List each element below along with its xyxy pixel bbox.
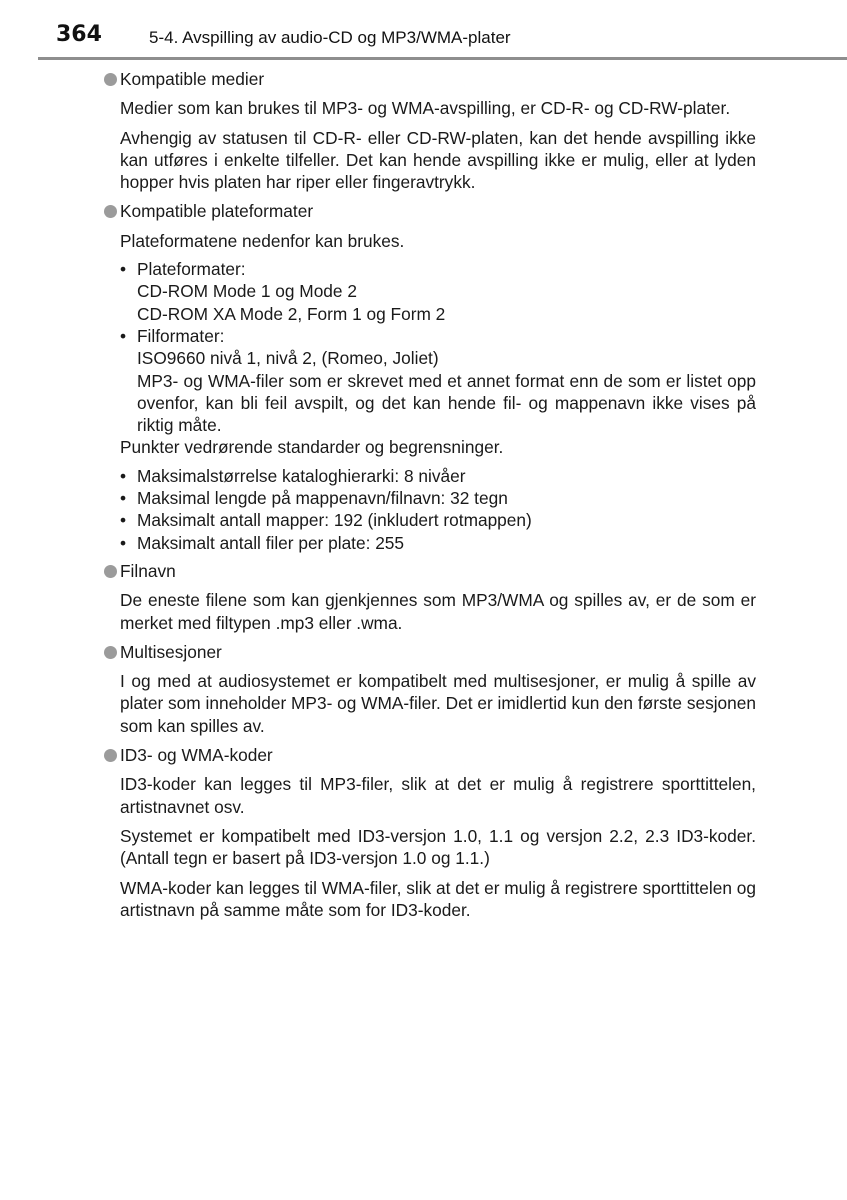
section-bullet-icon <box>104 73 117 86</box>
running-title: 5-4. Avspilling av audio-CD og MP3/WMA-plater <box>149 28 511 47</box>
list-item-line: CD-ROM XA Mode 2, Form 1 og Form 2 <box>137 303 446 324</box>
section-heading-text: Kompatible medier <box>120 69 265 89</box>
section-bullet-icon <box>104 205 117 218</box>
format-list <box>120 258 756 436</box>
bullet-icon: • <box>120 532 127 553</box>
list-item-text: Maksimalt antall filer per plate: 255 <box>137 532 405 553</box>
header-rule <box>38 57 847 60</box>
section-heading <box>104 744 756 766</box>
section-heading <box>104 200 756 222</box>
list-item-line: CD-ROM Mode 1 og Mode 2 <box>137 281 357 302</box>
section-heading-text: Kompatible plateformater <box>120 201 314 222</box>
section-bullet-icon <box>104 646 117 659</box>
section-file-names <box>104 560 756 634</box>
section-heading-text: Filnavn <box>120 560 176 581</box>
section-compatible-media <box>104 68 756 193</box>
section-id3-wma-tags <box>104 744 756 921</box>
list-item <box>120 465 756 487</box>
list-item-text: Maksimalstørrelse kataloghierarki: 8 nivåer <box>137 465 466 486</box>
list-item <box>120 532 756 554</box>
bullet-icon: • <box>120 510 127 531</box>
list-item <box>120 509 756 531</box>
section-heading <box>104 560 756 582</box>
section-multisession <box>104 641 756 737</box>
list-item <box>120 325 756 436</box>
section-heading <box>104 641 756 663</box>
bullet-icon: • <box>120 259 127 280</box>
bullet-icon: • <box>120 325 127 346</box>
list-item <box>120 487 756 509</box>
list-item-label: Filformater: <box>137 325 225 346</box>
section-bullet-icon <box>104 565 117 578</box>
list-item-text: Maksimal lengde på mappenavn/filnavn: 32 tegn <box>137 488 508 509</box>
list-item-text: Maksimalt antall mapper: 192 (inkludert rotmappen) <box>137 510 532 531</box>
paragraph: Avhengig av statusen til CD-R- eller CD-RW-platen, kan det hende avspilling ikke kan utføres i enkelte tilfeller. Det kan hende avspilling ikke er mulig, eller at lyden hopper hvis platen har riper eller fingeravtrykk. <box>120 127 756 193</box>
paragraph: WMA-koder kan legges til WMA-filer, slik at det er mulig å registrere sporttittelen og artistnavn på samme måte som for ID3-koder. <box>120 877 756 920</box>
list-item-label: Plateformater: <box>137 259 246 280</box>
list-item <box>120 258 756 325</box>
paragraph: Medier som kan brukes til MP3- og WMA-avspilling, er CD-R- og CD-RW-plater. <box>120 98 731 119</box>
list-item-note: MP3- og WMA-filer som er skrevet med et annet format enn de som er listet opp ovenfor, kan bli feil avspilt, og det kan hende fil- og mappenavn ikke vises på riktig måte. <box>137 370 756 436</box>
section-heading-text: ID3- og WMA-koder <box>120 745 273 766</box>
section-compatible-formats <box>104 200 756 553</box>
limits-list <box>120 465 756 554</box>
page-number: 364 <box>56 22 102 47</box>
paragraph: I og med at audiosystemet er kompatibelt med multisesjoner, er mulig å spille av plater som inneholder MP3- og WMA-filer. Det er imidlertid kun den første sesjonen som kan spilles av. <box>120 671 756 736</box>
paragraph: Systemet er kompatibelt med ID3-versjon 1.0, 1.1 og versjon 2.2, 2.3 ID3-koder. (Antall tegn er basert på ID3-versjon 1.0 og 1.1.) <box>120 825 756 869</box>
bullet-icon: • <box>120 465 127 486</box>
list-item-line: ISO9660 nivå 1, nivå 2, (Romeo, Joliet) <box>137 348 439 369</box>
bullet-icon: • <box>120 488 127 509</box>
section-bullet-icon <box>104 749 117 762</box>
paragraph: Punkter vedrørende standarder og begrensninger. <box>120 437 504 458</box>
section-heading-text: Multisesjoner <box>120 641 222 662</box>
paragraph: Plateformatene nedenfor kan brukes. <box>120 230 405 251</box>
paragraph: ID3-koder kan legges til MP3-filer, slik at det er mulig å registrere sporttittelen, artistnavnet osv. <box>120 774 756 817</box>
paragraph: De eneste filene som kan gjenkjennes som MP3/WMA og spilles av, er de som er merket med filtypen .mp3 eller .wma. <box>120 590 756 633</box>
page-content <box>104 68 756 928</box>
section-heading <box>104 68 756 90</box>
